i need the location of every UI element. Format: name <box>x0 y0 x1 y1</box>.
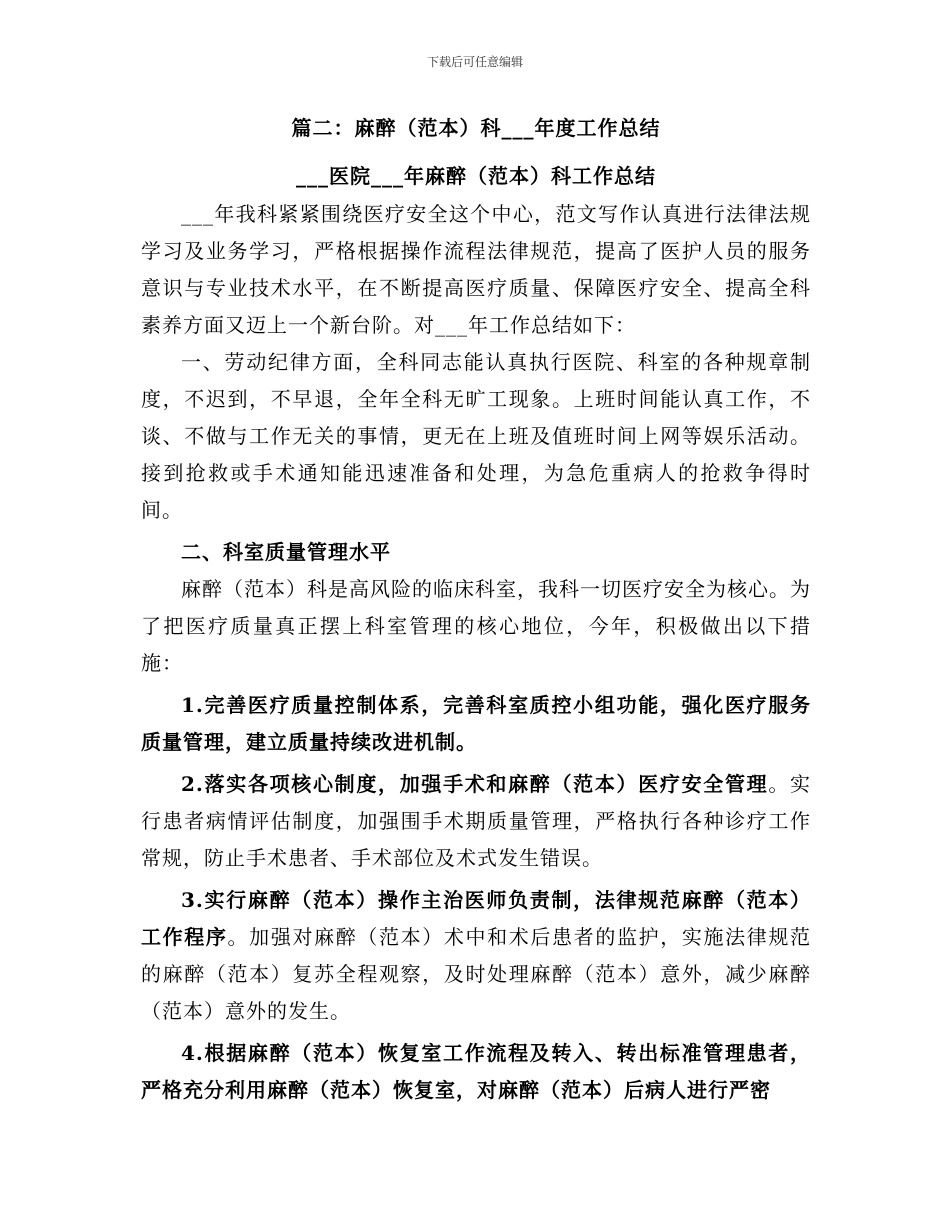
document-title: 篇二：麻醉（范本）科___年度工作总结 <box>291 116 661 140</box>
quality-intro-paragraph: 麻醉（范本）科是高风险的临床科室，我科一切医疗安全为核心。为了把医疗质量真正摆上科室管理的核心地位，今年，积极做出以下措施： <box>141 577 811 675</box>
measure-item-2-heading: 2.落实各项核心制度，加强手术和麻醉（范本）医疗安全管理 <box>181 772 769 796</box>
section-heading-quality: 二、科室质量管理水平 <box>181 540 391 564</box>
intro-paragraph: ___年我科紧紧围绕医疗安全这个中心，范文写作认真进行法律法规学习及业务学习，严格根据操作流程法律规范，提高了医护人员的服务意识与专业技术水平，在不断提高医疗质量、保障医疗安全、提高全科素养方面又迈上一个新台阶。对___年工作总结如下： <box>141 202 811 337</box>
measure-item-3-text: 。加强对麻醉（范本）术中和术后患者的监护，实施法律规范的麻醉（范本）复苏全程观察，及时处理麻醉（范本）意外，减少麻醉（范本）意外的发生。 <box>141 925 812 1023</box>
measure-item-3 <box>141 882 811 1030</box>
document-body <box>141 108 811 1109</box>
measure-item-2-text: 。实行患者病情评估制度，加强围手术期质量管理，严格执行各种诊疗工作常规，防止手术患者、手术部位及术式发生错误。 <box>141 772 811 870</box>
labor-discipline-paragraph: 一、劳动纪律方面，全科同志能认真执行医院、科室的各种规章制度，不迟到，不早退，全年全科无旷工现象。上班时间能认真工作，不谈、不做与工作无关的事情，更无在上班及值班时间上网等娱乐活动。接到抢救或手术通知能迅速准备和处理，为急危重病人的抢救争得时间。 <box>141 350 811 522</box>
page-header-note: 下载后可任意编辑 <box>426 55 523 69</box>
document-subtitle: ___医院___年麻醉（范本）科工作总结 <box>296 164 656 188</box>
measure-item-4: 4.根据麻醉（范本）恢复室工作流程及转入、转出标准管理患者，严格充分利用麻醉（范本）恢复室，对麻醉（范本）后病人进行严密 <box>141 1041 811 1102</box>
measure-item-3-heading: 3.实行麻醉（范本）操作主治医师负责制，法律规范麻醉（范本）工作程序 <box>141 888 811 949</box>
measure-item-2 <box>141 766 811 877</box>
measure-item-1: 1.完善医疗质量控制体系，完善科室质控小组功能，强化医疗服务质量管理，建立质量持续改进机制。 <box>141 693 811 754</box>
